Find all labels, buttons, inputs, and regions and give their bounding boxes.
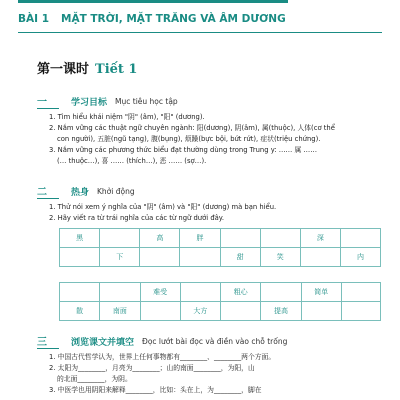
section-items bbox=[37, 352, 382, 396]
section-warm-up bbox=[37, 184, 382, 224]
class-title bbox=[37, 58, 137, 77]
grid-cell[interactable]: 胖 bbox=[180, 229, 220, 248]
grid-cell[interactable] bbox=[341, 302, 380, 321]
grid-cell[interactable]: 大方 bbox=[180, 302, 220, 321]
grid-cell[interactable]: 高 bbox=[140, 229, 180, 248]
grid-cell[interactable] bbox=[180, 248, 220, 267]
list-item: 2. Nắm vững các thuật ngữ chuyên ngành: 阳(dương), 阴(âm), 属(thuộc), 人体(cơ thể bbox=[49, 124, 335, 132]
section-items bbox=[37, 202, 382, 224]
grid-cell[interactable] bbox=[100, 283, 140, 302]
section-items bbox=[37, 112, 382, 167]
top-accent-bar bbox=[18, 0, 288, 3]
list-item: 3. 中医学也用阴阳来解释________，比如：头在上，为________，脚在 bbox=[49, 386, 262, 394]
grid-row bbox=[60, 248, 381, 267]
grid-cell[interactable] bbox=[340, 229, 380, 248]
list-item: (… thuộc…), 喜 …… (thích…), 恶 …… (sợ…). bbox=[57, 157, 207, 165]
grid-cell[interactable] bbox=[301, 302, 341, 321]
grid-cell[interactable] bbox=[60, 283, 100, 302]
top-accent-strip bbox=[0, 0, 400, 4]
list-item: 的北面________，为阴。 bbox=[57, 375, 132, 383]
grid-row bbox=[60, 229, 381, 248]
section-subtitle: Khởi động bbox=[97, 186, 135, 196]
list-item: 3. Nắm vững các phương thức biểu đạt thường dùng trong Trung y: …… 属 …… bbox=[49, 146, 317, 154]
grid-cell[interactable] bbox=[140, 302, 180, 321]
section-header bbox=[37, 334, 382, 348]
lesson-title: MẶT TRỜI, MẶT TRĂNG VÀ ÂM DƯƠNG bbox=[61, 13, 286, 25]
list-item: 1. Thử nói xem ý nghĩa của "阴" (âm) và "阳" (dương) mà bạn hiểu. bbox=[49, 203, 277, 211]
grid-cell[interactable]: 内 bbox=[340, 248, 380, 267]
section-title: 学习目标 bbox=[71, 97, 108, 108]
section-subtitle: Mục tiêu học tập bbox=[115, 96, 178, 106]
grid-cell[interactable]: 提高 bbox=[261, 302, 301, 321]
grid-cell[interactable] bbox=[100, 229, 140, 248]
section-subtitle: Đọc lướt bài đọc và điền vào chỗ trống bbox=[142, 336, 288, 346]
class-title-main: 第一课时 bbox=[37, 62, 90, 77]
section-header bbox=[37, 94, 382, 108]
grid-cell[interactable]: 笑 bbox=[260, 248, 300, 267]
grid-cell[interactable] bbox=[221, 302, 261, 321]
antonym-grid-1-wrap bbox=[37, 228, 381, 267]
grid-cell[interactable]: 散 bbox=[60, 302, 100, 321]
lesson-divider bbox=[18, 32, 382, 33]
section-header bbox=[37, 184, 382, 198]
grid-cell[interactable] bbox=[60, 248, 100, 267]
grid-cell[interactable] bbox=[180, 283, 220, 302]
section-number: 二 bbox=[37, 183, 59, 199]
grid-cell[interactable]: 南面 bbox=[100, 302, 140, 321]
grid-cell[interactable]: 下 bbox=[100, 248, 140, 267]
grid-cell[interactable] bbox=[260, 229, 300, 248]
list-item: 2. 太阳为________，月亮为________；山的南面________，为阳，山 bbox=[49, 364, 255, 372]
grid-cell[interactable] bbox=[140, 248, 180, 267]
grid-cell[interactable] bbox=[300, 248, 340, 267]
antonym-grid-2-wrap bbox=[37, 282, 381, 321]
section-learning-goals bbox=[37, 94, 382, 167]
section-number: 一 bbox=[37, 93, 59, 109]
list-item: con người), 五脏(ngũ tạng), 腹(bụng), 烦躁(bực bội, bứt rứt), 症状(triệu chứng). bbox=[57, 135, 321, 143]
grid-row bbox=[60, 302, 381, 321]
grid-cell[interactable] bbox=[341, 283, 380, 302]
grid-cell[interactable]: 黑 bbox=[60, 229, 100, 248]
grid-cell[interactable]: 甜 bbox=[220, 248, 260, 267]
grid-cell[interactable] bbox=[220, 229, 260, 248]
grid-row bbox=[60, 283, 381, 302]
list-item: 1. Tìm hiểu khái niệm "阴" (âm), "阳" (dương). bbox=[49, 113, 205, 121]
class-title-period: Tiết 1 bbox=[95, 62, 138, 77]
antonym-grid-2 bbox=[59, 282, 381, 321]
section-skim-and-fill bbox=[37, 334, 382, 396]
list-item: 1. 中国古代哲学认为，世界上任何事物都有________、________两个方面。 bbox=[49, 353, 276, 361]
grid-cell[interactable]: 简单 bbox=[301, 283, 341, 302]
grid-cell[interactable] bbox=[261, 283, 301, 302]
lesson-header bbox=[18, 8, 382, 30]
antonym-grid-1 bbox=[59, 228, 381, 267]
grid-cell[interactable]: 难受 bbox=[140, 283, 180, 302]
section-title: 浏览课文并填空 bbox=[71, 337, 135, 348]
lesson-number: BÀI 1 bbox=[18, 13, 49, 25]
grid-cell[interactable]: 深 bbox=[300, 229, 340, 248]
list-item: 2. Hãy viết ra từ trái nghĩa của các từ ngữ dưới đây. bbox=[49, 214, 225, 222]
section-title: 热身 bbox=[71, 187, 90, 198]
section-number: 三 bbox=[37, 333, 59, 349]
grid-cell[interactable]: 粗心 bbox=[221, 283, 261, 302]
